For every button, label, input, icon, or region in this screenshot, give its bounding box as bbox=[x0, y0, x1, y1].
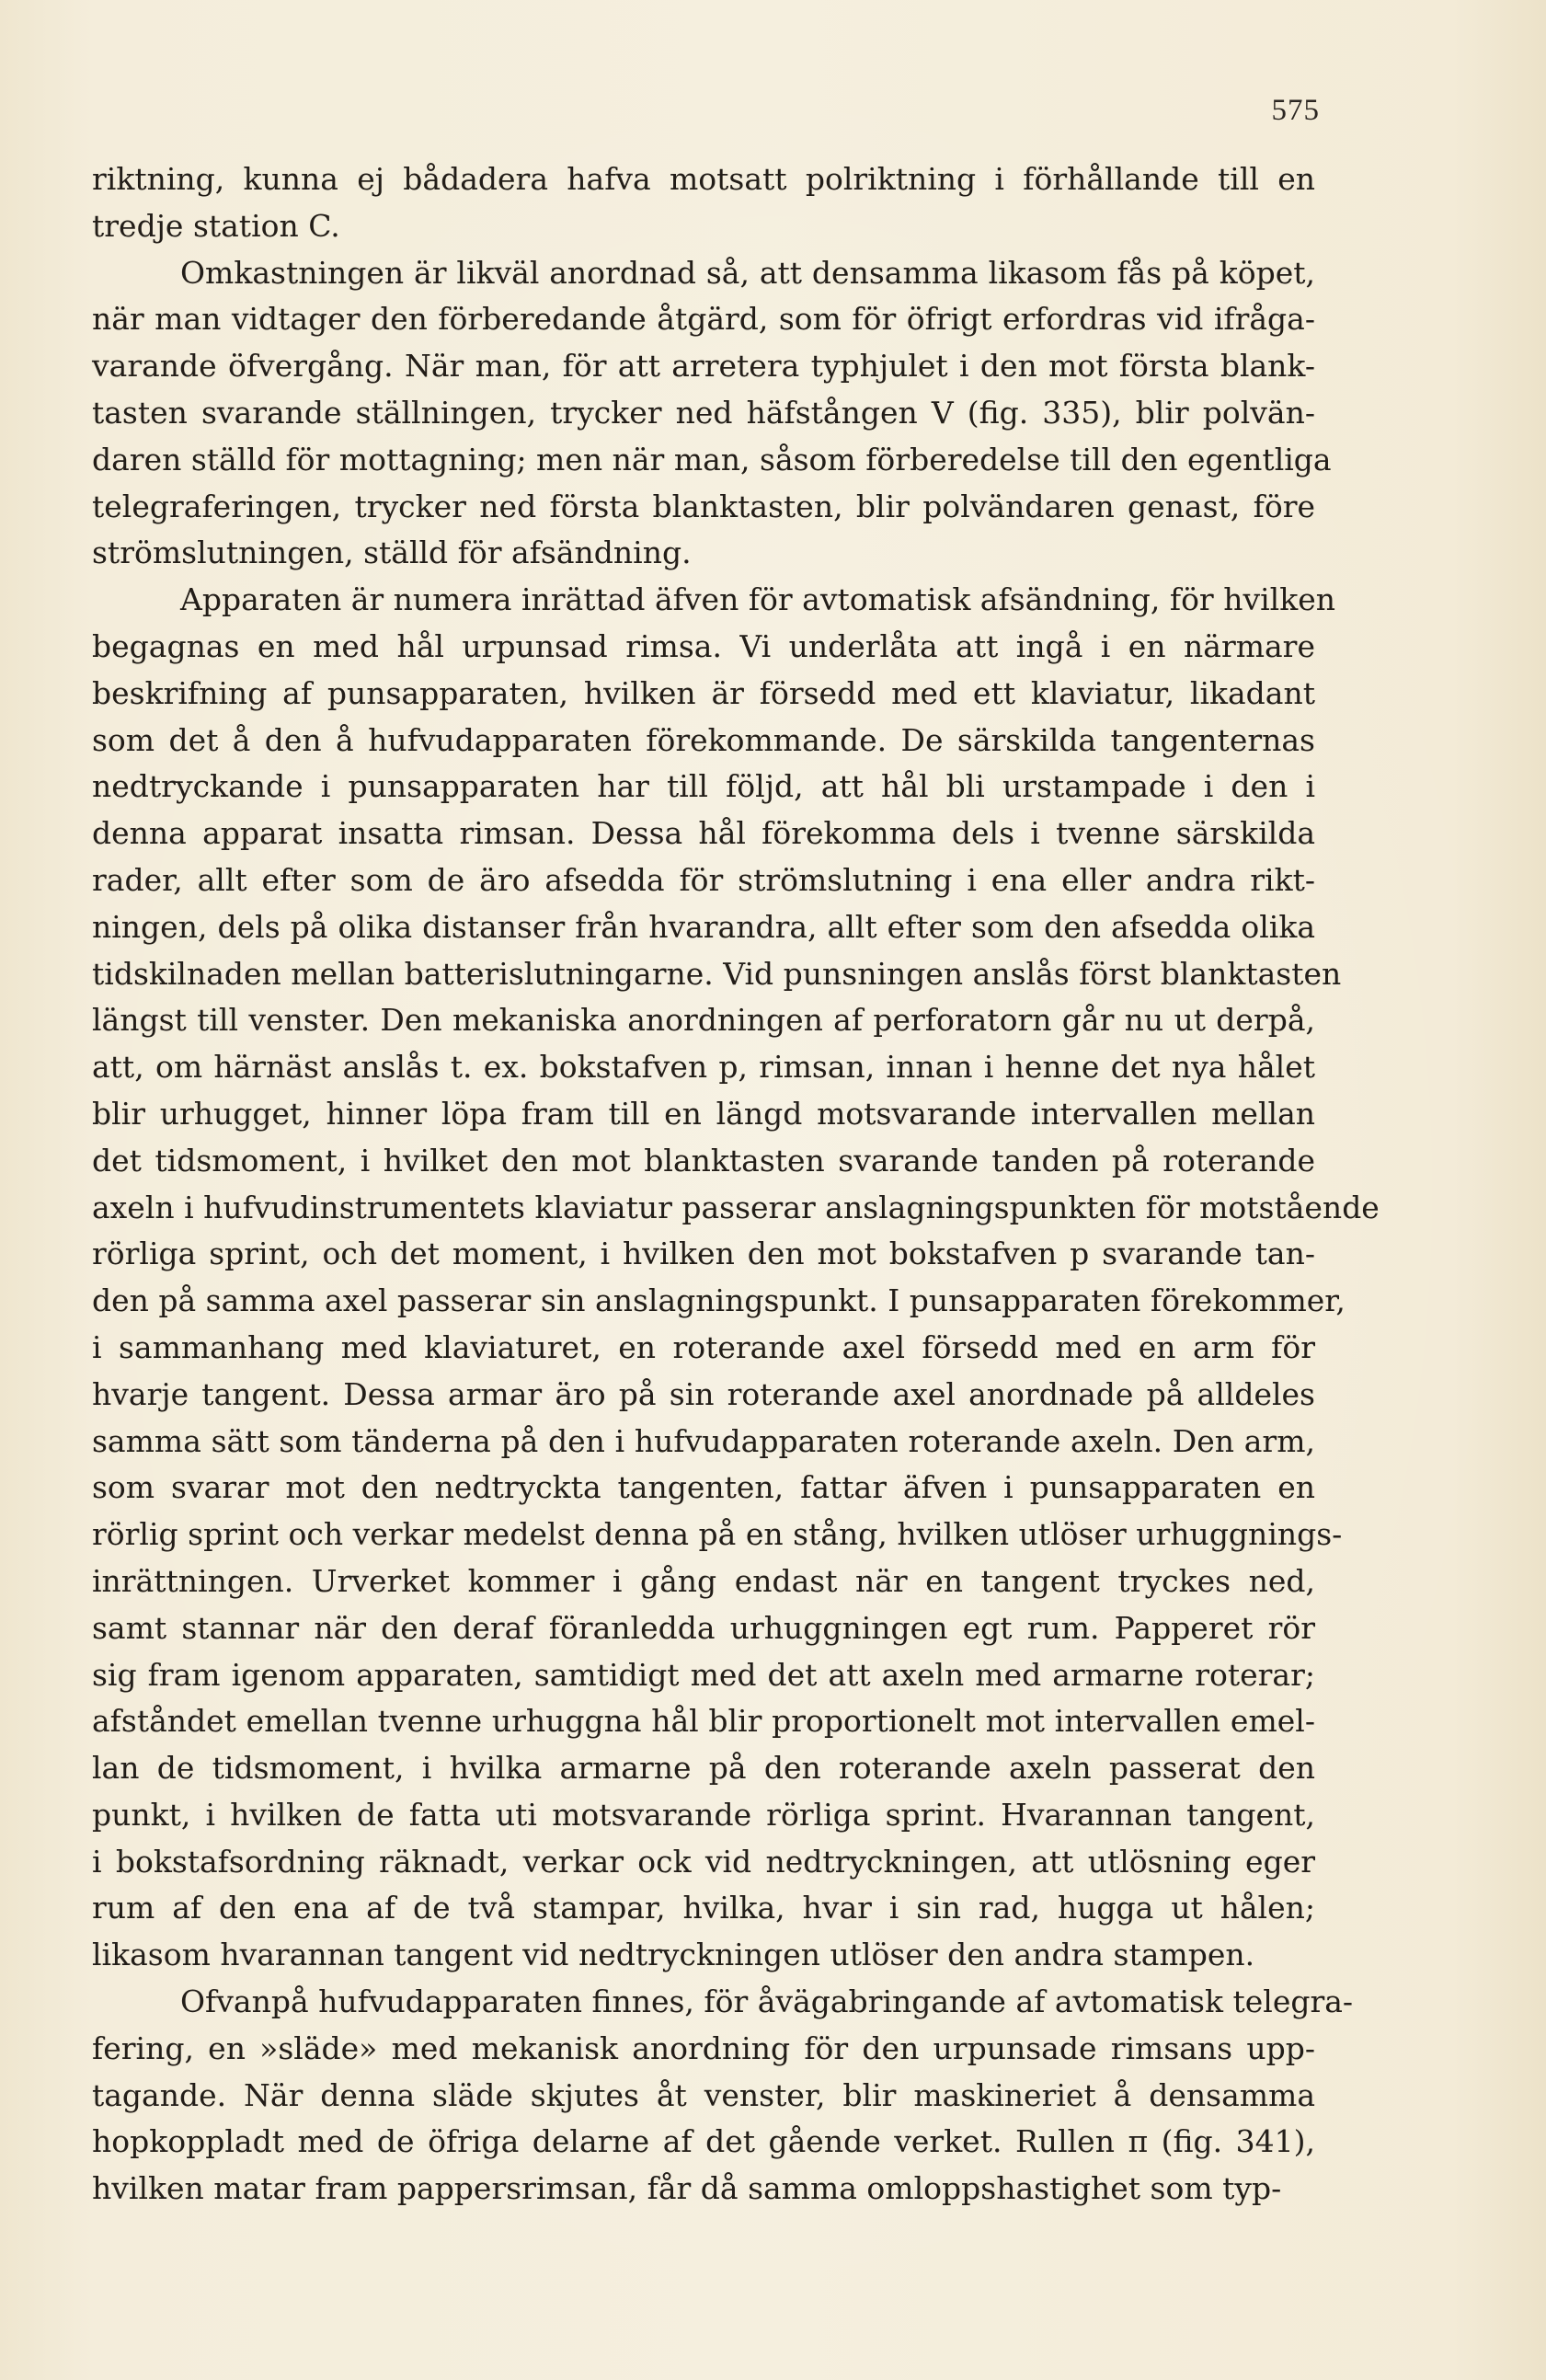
text-line: sig fram igenom apparaten, samtidigt med det att axeln med armarne roterar; bbox=[92, 1656, 1315, 1693]
text-line: tidskilnaden mellan batterislutningarne. Vid punsningen anslås först blanktasten bbox=[92, 955, 1342, 992]
text-line: som det å den å hufvudapparaten förekommande. De särskilda tangenternas bbox=[92, 721, 1315, 758]
text-line: lan de tidsmoment, i hvilka armarne på den roterande axeln passerat den bbox=[92, 1750, 1315, 1787]
text-line: tagande. När denna släde skjutes åt venster, blir maskineriet å densamma bbox=[92, 2076, 1315, 2113]
text-line: det tidsmoment, i hvilket den mot blanktasten svarande tanden på roterande bbox=[92, 1142, 1315, 1179]
text-line: i sammanhang med klaviaturet, en roterande axel försedd med en arm för bbox=[92, 1328, 1315, 1365]
text-line: telegraferingen, trycker ned första blanktasten, blir polvändaren genast, före bbox=[92, 488, 1315, 524]
text-line: rörlig sprint och verkar medelst denna på en stång, hvilken utlöser urhuggnings- bbox=[92, 1516, 1343, 1553]
text-line: rum af den ena af de två stampar, hvilka, hvar i sin rad, hugga ut hålen; bbox=[92, 1890, 1315, 1926]
text-line: hopkoppladt med de öfriga delarne af det gående verket. Rullen π (fig. 341), bbox=[92, 2123, 1315, 2160]
text-line: axeln i hufvudinstrumentets klaviatur passerar anslagningspunkten för motstående bbox=[92, 1189, 1380, 1225]
text-line: ningen, dels på olika distanser från hvarandra, allt efter som den afsedda olika bbox=[92, 908, 1315, 945]
text-line: inrättningen. Urverket kommer i gång endast när en tangent tryckes ned, bbox=[92, 1562, 1315, 1599]
text-line: denna apparat insatta rimsan. Dessa hål förekomma dels i tvenne särskilda bbox=[92, 815, 1315, 852]
text-line: tasten svarande ställningen, trycker ned häfstången V (fig. 335), blir polvän- bbox=[92, 394, 1315, 431]
text-line: blir urhugget, hinner löpa fram till en längd motsvarande intervallen mellan bbox=[92, 1095, 1315, 1132]
text-line: likasom hvarannan tangent vid nedtryckningen utlöser den andra stampen. bbox=[92, 1937, 1255, 1973]
paragraph bbox=[92, 250, 1332, 578]
text-line: punkt, i hvilken de fatta uti motsvarande rörliga sprint. Hvarannan tangent, bbox=[92, 1796, 1315, 1833]
page-number: 575 bbox=[1271, 94, 1320, 127]
text-line: i bokstafsordning räknadt, verkar ock vid nedtryckningen, att utlösning eger bbox=[92, 1843, 1315, 1880]
text-line: tredje station C. bbox=[92, 207, 340, 244]
text-line: att, om härnäst anslås t. ex. bokstafven p, rimsan, innan i henne det nya hålet bbox=[92, 1049, 1315, 1086]
text-line: strömslutningen, ställd för afsändning. bbox=[92, 535, 692, 571]
text-line: rörliga sprint, och det moment, i hvilken den mot bokstafven p svarande tan- bbox=[92, 1236, 1315, 1272]
body-text bbox=[92, 156, 1380, 2213]
text-line: den på samma axel passerar sin anslagningspunkt. I punsapparaten förekommer, bbox=[92, 1282, 1346, 1319]
text-line: hvilken matar fram pappersrimsan, får då samma omloppshastighet som typ- bbox=[92, 2170, 1282, 2207]
text-line: Apparaten är numera inrättad äfven för avtomatisk afsändning, för hvilken bbox=[180, 581, 1335, 618]
text-line: rader, allt efter som de äro afsedda för strömslutning i ena eller andra rikt- bbox=[92, 861, 1315, 898]
text-line: när man vidtager den förberedande åtgärd, som för öfrigt erfordras vid ifråga- bbox=[92, 301, 1315, 338]
text-line: beskrifning af punsapparaten, hvilken är försedd med ett klaviatur, likadant bbox=[92, 674, 1315, 711]
text-line: Omkastningen är likväl anordnad så, att densamma likasom fås på köpet, bbox=[180, 254, 1315, 291]
text-line: som svarar mot den nedtryckta tangenten, fattar äfven i punsapparaten en bbox=[92, 1469, 1315, 1506]
paragraph bbox=[92, 1979, 1354, 2213]
text-line: hvarje tangent. Dessa armar äro på sin roterande axel anordnade på alldeles bbox=[92, 1375, 1315, 1412]
text-line: samma sätt som tänderna på den i hufvudapparaten roterande axeln. Den arm, bbox=[92, 1422, 1315, 1459]
text-line: längst till venster. Den mekaniska anordningen af perforatorn går nu ut derpå, bbox=[92, 1002, 1315, 1039]
text-line: daren ställd för mottagning; men när man, såsom förberedelse till den egentliga bbox=[92, 441, 1332, 477]
paragraph bbox=[92, 577, 1380, 1979]
text-line: varande öfvergång. När man, för att arretera typhjulet i den mot första blank- bbox=[92, 348, 1315, 385]
text-line: afståndet emellan tvenne urhuggna hål blir proportionelt mot intervallen emel- bbox=[92, 1703, 1315, 1740]
text-line: Ofvanpå hufvudapparaten finnes, för åvägabringande af avtomatisk telegra- bbox=[180, 1983, 1354, 2020]
text-line: begagnas en med hål urpunsad rimsa. Vi underlåta att ingå i en närmare bbox=[92, 627, 1315, 664]
text-line: fering, en »släde» med mekanisk anordning för den urpunsade rimsans upp- bbox=[92, 2029, 1315, 2066]
text-line: nedtryckande i punsapparaten har till följd, att hål bli urstampade i den i bbox=[92, 768, 1315, 805]
paragraph bbox=[92, 156, 1315, 250]
text-line: riktning, kunna ej bådadera hafva motsatt polriktning i förhållande till en bbox=[92, 161, 1315, 197]
text-line: samt stannar när den deraf föranledda urhuggningen egt rum. Papperet rör bbox=[92, 1609, 1315, 1646]
